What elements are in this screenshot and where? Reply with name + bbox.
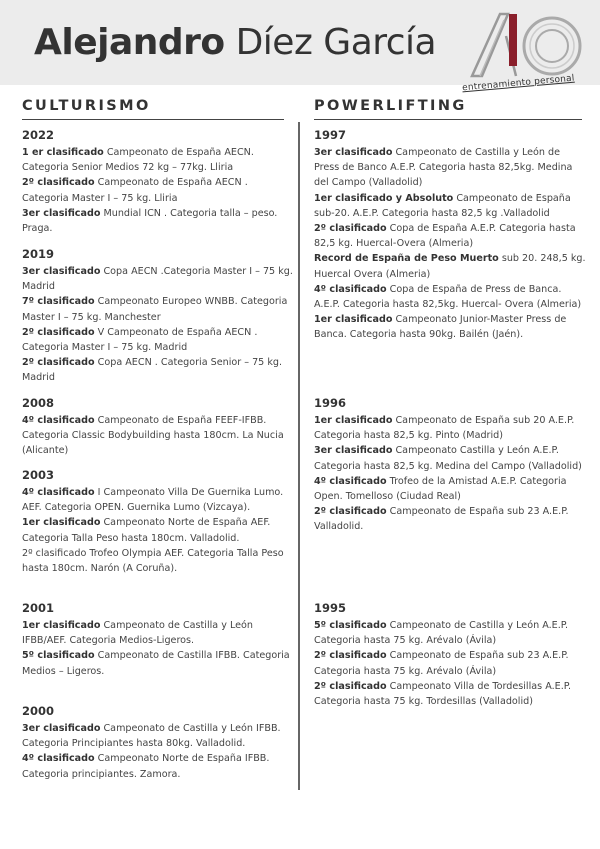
result-text: Campeonato de España FEEF-IFBB. Categoria Classic Bodybuilding hasta 180cm. La Nucia (Alicante) bbox=[22, 415, 284, 457]
result-text: Campeonato de Castilla IFBB. Categoria Medios – Ligeros. bbox=[22, 650, 290, 677]
result-entry bbox=[22, 175, 294, 205]
placement-label: 3er clasificado bbox=[314, 147, 393, 158]
powerlifting-section bbox=[314, 601, 586, 709]
placement-label: 2º clasificado bbox=[314, 680, 387, 692]
placement-label: 4º clasificado bbox=[314, 475, 387, 487]
result-text: Trofeo de la Amistad A.E.P. Categoria Open. Tomelloso (Ciudad Real) bbox=[314, 475, 567, 503]
result-text: sub 20. 248,5 kg. Huercal Overa (Almeria) bbox=[314, 253, 586, 280]
placement-label: 1er clasificado bbox=[314, 415, 393, 426]
powerlifting-section bbox=[314, 396, 586, 535]
powerlifting-divider bbox=[314, 119, 582, 120]
result-text: Campeonato de España sub 23 A.E.P. Valladolid. bbox=[314, 506, 569, 533]
result-text: Copa de España de Press de Banca. A.E.P. Categoria hasta 82,5kg. Huercal- Overa (Almeria) bbox=[314, 283, 582, 311]
result-text: Mundial ICN . Categoria talla – peso. Praga. bbox=[22, 207, 278, 235]
year-heading: 2022 bbox=[22, 128, 55, 142]
result-entry bbox=[314, 443, 586, 473]
result-entry bbox=[314, 504, 586, 534]
culturismo-section bbox=[22, 601, 294, 679]
result-entry bbox=[22, 145, 294, 175]
result-entry bbox=[22, 751, 294, 781]
result-entry bbox=[314, 145, 586, 191]
placement-label: 4º clasificado bbox=[22, 753, 95, 765]
result-entry bbox=[22, 206, 294, 236]
placement-label: Record de España de Peso Muerto bbox=[314, 253, 499, 265]
culturismo-section bbox=[22, 247, 294, 386]
placement-label: 3er clasificado bbox=[22, 207, 101, 219]
year-heading: 1997 bbox=[314, 128, 347, 142]
result-text: Copa AECN .Categoria Master I – 75 kg. Madrid bbox=[22, 266, 293, 293]
placement-label: 2º clasificado bbox=[22, 177, 95, 189]
powerlifting-section bbox=[314, 128, 586, 343]
result-entry bbox=[314, 648, 586, 678]
placement-label: 3er clasificado bbox=[22, 723, 101, 734]
result-entry bbox=[22, 294, 294, 324]
result-text: Campeonato Norte de España IFBB. Categoria principiantes. Zamora. bbox=[22, 753, 270, 780]
result-entry bbox=[22, 721, 294, 751]
year-heading: 2019 bbox=[22, 247, 55, 261]
result-text: Copa AECN . Categoria Senior – 75 kg. Madrid bbox=[22, 357, 283, 384]
placement-label: 2º clasificado bbox=[314, 650, 387, 662]
result-entry bbox=[22, 325, 294, 355]
culturismo-section bbox=[22, 128, 294, 236]
result-text: 2º clasificado Trofeo Olympia AEF. Categoria Talla Peso hasta 180cm. Narón (A Coruña). bbox=[22, 547, 284, 575]
result-text: Campeonato de España AECN . Categoria Master I – 75 kg. Lliria bbox=[22, 177, 248, 204]
result-entry bbox=[314, 221, 586, 251]
culturismo-section bbox=[22, 468, 294, 576]
result-text: V Campeonato de España AECN . Categoria Master I – 75 kg. Madrid bbox=[22, 326, 258, 354]
placement-label: 1er clasificado bbox=[314, 314, 393, 326]
year-heading: 1996 bbox=[314, 396, 347, 410]
placement-label: 1er clasificado bbox=[22, 620, 101, 631]
result-entry bbox=[314, 618, 586, 648]
placement-label: 2º clasificado bbox=[22, 357, 95, 369]
result-entry bbox=[314, 474, 586, 504]
result-entry bbox=[22, 648, 294, 678]
result-text: Campeonato Europeo WNBB. Categoria Master I – 75 kg. Manchester bbox=[22, 296, 288, 323]
placement-label: 3er clasificado bbox=[22, 266, 101, 277]
placement-label: 5º clasificado bbox=[314, 620, 387, 631]
result-entry bbox=[314, 312, 586, 342]
result-text: Copa de España A.E.P. Categoria hasta 82,5 kg. Huercal-Overa (Almeria) bbox=[314, 223, 576, 250]
page-title bbox=[34, 22, 436, 63]
result-text: Campeonato de España AECN. Categoria Senior Medios 72 kg – 77kg. Lliria bbox=[22, 147, 254, 174]
result-text: Campeonato Junior-Master Press de Banca. Categoria hasta 90kg. Bailén (Jaén). bbox=[314, 314, 567, 341]
culturismo-section bbox=[22, 396, 294, 459]
placement-label: 2º clasificado bbox=[22, 326, 95, 338]
header-band bbox=[0, 0, 600, 94]
column-separator bbox=[298, 122, 300, 790]
year-heading: 1995 bbox=[314, 601, 347, 615]
result-entry bbox=[22, 546, 294, 576]
culturismo-section bbox=[22, 704, 294, 782]
result-entry bbox=[22, 413, 294, 459]
result-entry bbox=[22, 618, 294, 648]
result-text: Campeonato de España sub 23 A.E.P. Categoria hasta 75 kg. Arévalo (Ávila) bbox=[314, 650, 569, 677]
logo-tagline: entrenamiento personal bbox=[461, 73, 575, 94]
result-entry bbox=[314, 679, 586, 709]
name-rest: Díez García bbox=[224, 22, 437, 63]
result-entry bbox=[22, 515, 294, 545]
result-text: Campeonato de Castilla y León A.E.P. Categoria hasta 75 kg. Arévalo (Ávila) bbox=[314, 620, 569, 647]
placement-label: 1 er clasificado bbox=[22, 147, 104, 158]
placement-label: 2º clasificado bbox=[314, 506, 387, 518]
placement-label: 1er clasificado bbox=[22, 517, 101, 529]
year-heading: 2000 bbox=[22, 704, 55, 718]
result-text: Campeonato de Castilla y León IFBB. Categoria Principiantes hasta 80kg. Valladolid. bbox=[22, 723, 281, 750]
placement-label: 3er clasificado bbox=[314, 445, 393, 457]
placement-label: 2º clasificado bbox=[314, 223, 387, 235]
placement-label: 4º clasificado bbox=[22, 415, 95, 426]
result-entry bbox=[314, 251, 586, 281]
result-text: I Campeonato Villa De Guernika Lumo. AEF. Categoria OPEN. Guernika Lumo (Vizcaya). bbox=[22, 487, 284, 514]
year-heading: 2003 bbox=[22, 468, 55, 482]
placement-label: 4º clasificado bbox=[314, 283, 387, 295]
result-entry bbox=[314, 282, 586, 312]
result-text: Campeonato Castilla y León A.E.P. Categoria hasta 82,5 kg. Medina del Campo (Valladolid) bbox=[314, 445, 582, 472]
result-entry bbox=[22, 264, 294, 294]
result-entry bbox=[22, 485, 294, 515]
powerlifting-title: POWERLIFTING bbox=[314, 98, 467, 114]
placement-label: 7º clasificado bbox=[22, 296, 95, 308]
result-text: Campeonato Norte de España AEF. Categoria Talla Peso hasta 180cm. Valladolid. bbox=[22, 517, 271, 544]
placement-label: 4º clasificado bbox=[22, 487, 95, 498]
result-text: Campeonato de Castilla y León de Press de Banco A.E.P. Categoria hasta 82,5kg. Medina del Campo (Valladolid) bbox=[314, 147, 573, 189]
result-entry bbox=[314, 413, 586, 443]
culturismo-divider bbox=[22, 119, 284, 120]
result-text: Campeonato de España sub 20 A.E.P. Categoria hasta 82,5 kg. Pinto (Madrid) bbox=[314, 415, 575, 442]
placement-label: 1er clasificado y Absoluto bbox=[314, 192, 454, 204]
year-heading: 2001 bbox=[22, 601, 55, 615]
result-text: Campeonato de Castilla y León IFBB/AEF. Categoria Medios-Ligeros. bbox=[22, 620, 253, 647]
name-bold: Alejandro bbox=[34, 22, 225, 63]
placement-label: 5º clasificado bbox=[22, 650, 95, 662]
year-heading: 2008 bbox=[22, 396, 55, 410]
result-text: Campeonato de España sub-20. A.E.P. Categoria hasta 82,5 kg .Valladolid bbox=[314, 192, 571, 219]
result-entry bbox=[314, 191, 586, 221]
result-text: Campeonato Villa de Tordesillas A.E.P. Categoria hasta 75 kg. Tordesillas (Valladolid) bbox=[314, 680, 572, 708]
culturismo-title: CULTURISMO bbox=[22, 98, 151, 114]
result-entry bbox=[22, 355, 294, 385]
